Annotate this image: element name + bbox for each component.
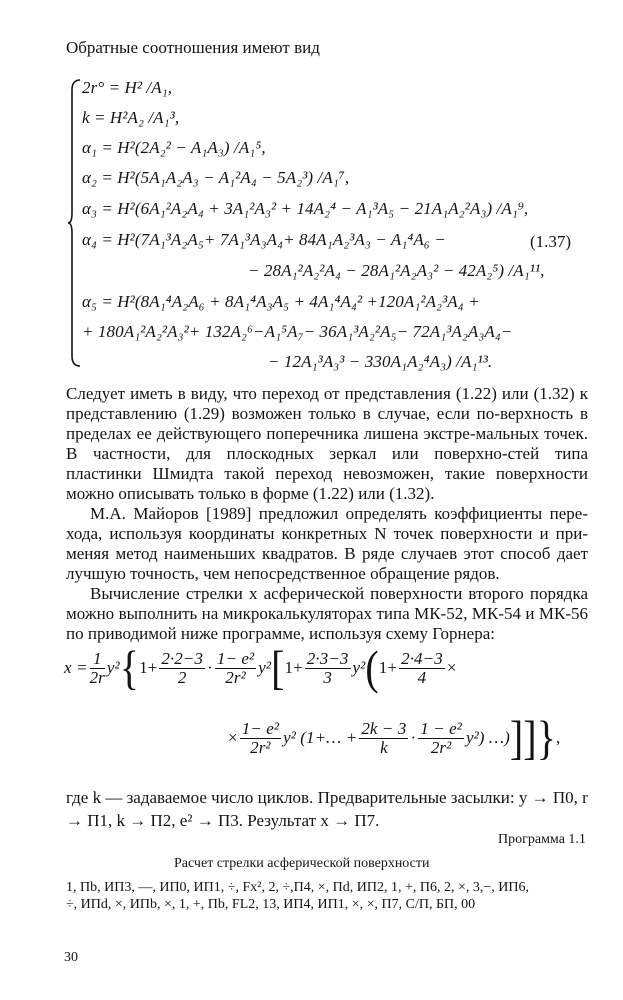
fraction-8: $\frac{\text{1 − e²}}{\text{2r²}}$ <box>420 718 462 757</box>
where-text: где k — задаваемое число циклов. Предварительные засылки: y → П0, r → П1, k → П2, e² → П3. Результат x → П7. <box>66 788 588 830</box>
formula-lead-times: × <box>228 728 238 747</box>
eq-line-3: α₁ = H²(2A₂² − A₁A₃) /A₁⁵, <box>82 138 266 157</box>
intro-text: Обратные соотношения имеют вид <box>66 38 320 57</box>
formula-y2: y² <box>106 658 120 677</box>
eq-line-7: − 28A₁²A₂²A₄ − 28A₁²A₂A₃² − 42A₂⁵) /A₁¹¹, <box>248 261 545 280</box>
formula-one-plus: 1+ <box>139 658 158 677</box>
program-code-line-1: 1, Пb, ИП3, —, ИП0, ИП1, ÷, Fx², 2, ÷,П4, ×, Пd, ИП2, 1, +, П6, 2, ×, 3,−, ИП6, <box>66 880 529 895</box>
curly-brace-open: { <box>119 640 140 695</box>
program-title: Расчет стрелки асферической поверхности <box>174 856 430 871</box>
eq-line-2: k = H²A₂ /A₁³, <box>82 108 180 127</box>
square-bracket-open: [ <box>271 640 285 695</box>
fraction-1-over-2r: $\frac{1}{2r}$ <box>89 648 105 687</box>
eq-line-6: α₄ = H²(7A₁³A₂A₅+ 7A₁³A₃A₄+ 84A₁A₂³A₃ − A₁⁴A₆ − <box>82 230 446 249</box>
fraction-4: $\frac{2\cdot 3-3}{3}$ <box>306 648 349 687</box>
eq-line-1: 2r° = H² /A₁, <box>82 78 173 97</box>
paragraph-1: Следует иметь в виду, что переход от представления (1.22) или (1.32) к представлению (1.29) возможен только в случае, если по-верхность в пределах ее действующего поперечника лишена экстре-мальных точек. В частности, для плоскодных зеркал или поверхно-стей типа пластинки Шмидта такой переход невозможен, такие поверхности можно описывать только в форме (1.22) или (1.32). <box>66 384 588 503</box>
eq-line-10: − 12A₁³A₃³ − 330A₁A₂⁴A₃) /A₁¹³. <box>268 352 493 371</box>
program-code-line-2: ÷, ИПd, ×, ИПb, ×, 1, +, Пb, FL2, 13, ИП4, ИП1, ×, ×, П7, С/П, БП, 00 <box>66 897 476 912</box>
paragraph-3: Вычисление стрелки x асферической поверхности второго порядка можно выполнить на микрокалькуляторах типа МК-52, МК-54 и МК-56 по приводимой ниже программе, используя схему Горнера: <box>66 584 588 643</box>
page-number: 30 <box>64 950 78 965</box>
eq-line-5: α₃ = H²(6A₁²A₂A₄ + 3A₁²A₃² + 14A₂⁴ − A₁³A₅ − 21A₁A₂²A₃) /A₁⁹, <box>82 199 529 218</box>
formula-x-eq: x = <box>64 658 88 677</box>
equation-number: (1.37) <box>530 232 572 251</box>
eq-line-8: α₅ = H²(8A₁⁴A₂A₆ + 8A₁⁴A₃A₅ + 4A₁⁴A₄² +120A₁²A₂³A₄ + <box>82 292 480 311</box>
horner-formula-line-2: × $\frac{\text{1− e²}}{\text{2r²}}$ y² (1+… + $\frac{2k - 3}{k}$ · $\frac{\text{1 − e²}}{\text{2r²}}$ y²) …) ]]} , <box>228 710 561 765</box>
formula-mid: y² (1+… + <box>283 728 358 747</box>
system-brace <box>68 78 82 368</box>
paren-open: ( <box>365 640 379 695</box>
fraction-7: $\frac{2k - 3}{k}$ <box>361 718 407 757</box>
eq-line-9: + 180A₁²A₂²A₃²+ 132A₂⁶−A₁⁵A₇− 36A₁³A₂²A₅− 72A₁³A₂A₃A₄− <box>82 322 513 341</box>
formula-tail: y²) …) <box>465 728 510 747</box>
closing-brackets: ]]} <box>509 710 557 765</box>
eq-line-4: α₂ = H²(5A₁A₂A₃ − A₁²A₄ − 5A₂³) /A₁⁷, <box>82 168 350 187</box>
horner-formula-line-1: x = $\frac{1}{2r}$ y² { 1+ $\frac{2\cdot 2-3}{2}$ · $\frac{\text{1− e²}}{\text{2r²}}$ y² [ 1+ $\frac{2\cdot 3-3}{3}$ y² ( 1+ $\frac{2\cdot 4-3}{4}$ × <box>64 640 457 695</box>
paragraph-2: М.А. Майоров [1989] предложил определять коэффициенты пере-хода, используя координаты конкретных N точек поверхности и при-меняя метод наименьших квадратов. В ряде случаев этот способ дает лучшую точность, чем непосредственное обращение рядов. <box>66 504 588 583</box>
fraction-3: $\frac{\text{1− e²}}{\text{2r²}}$ <box>216 648 255 687</box>
fraction-6: $\frac{\text{1− e²}}{\text{2r²}}$ <box>241 718 280 757</box>
fraction-5: $\frac{2\cdot 4-3}{4}$ <box>401 648 443 687</box>
fraction-2: $\frac{2\cdot 2-3}{2}$ <box>161 648 204 687</box>
program-label: Программа 1.1 <box>498 832 586 847</box>
